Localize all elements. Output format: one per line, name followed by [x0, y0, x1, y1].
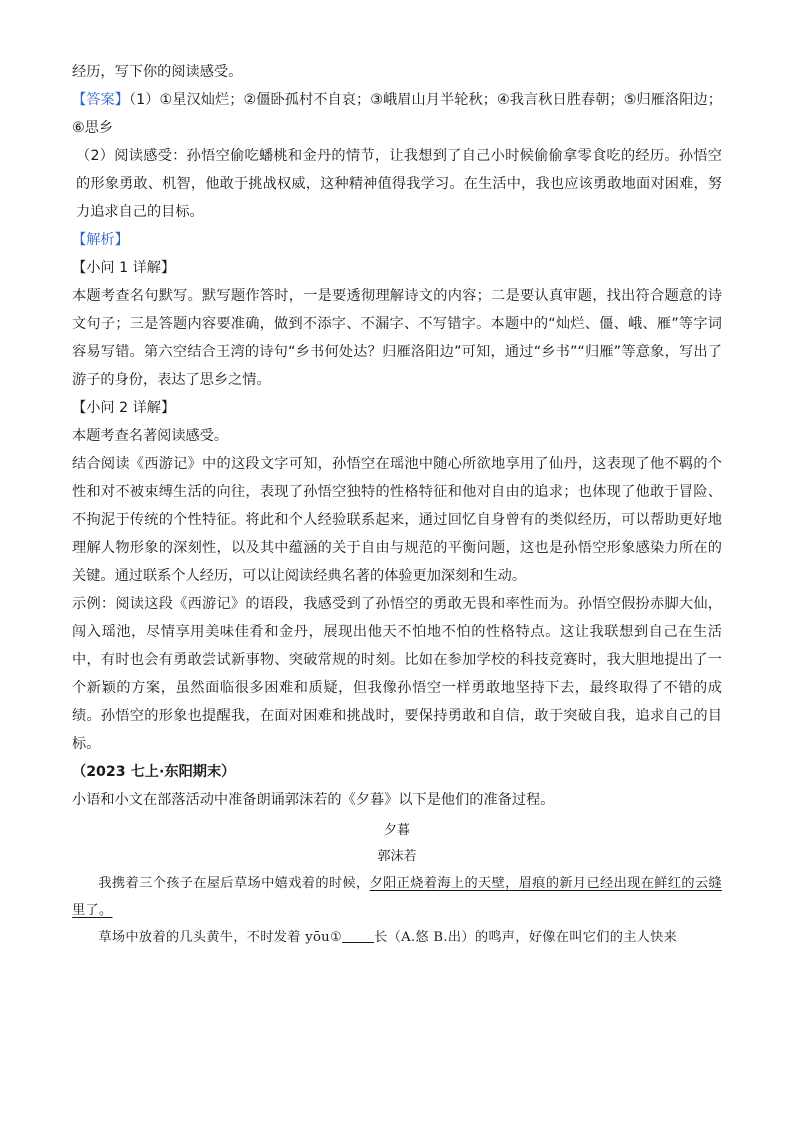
answer-text: （1）①星汉灿烂；②僵卧孤村不自哀；③峨眉山月半轮秋；④我言秋日胜春朝；⑤归雁洛阳边；⑥思乡	[72, 92, 722, 136]
document-page	[72, 58, 722, 951]
poem-p1-underlined: 夕阳正烧着海上的天壁，眉痕的新月已经出现在鲜红的云缝里了。	[72, 876, 722, 918]
poem-title: 夕暮	[383, 823, 410, 838]
poem-paragraph-2	[72, 924, 722, 951]
question-source: （2023 七上·东阳期末）	[72, 764, 236, 780]
q1-explanation: 本题考查名句默写。默写题作答时，一是要透彻理解诗文的内容；二是要认真审题，找出符合题意的诗文句子；三是答题内容要准确，做到不添字、不漏字、不写错字。本题中的“灿烂、僵、峨、雁”等字词容易写错。第六空结合王湾的诗句“乡书何处达？归雁洛阳边”可知，通过“乡书”“归雁”等意象，写出了游子的身份，表达了思乡之情。	[72, 288, 722, 388]
poem-p1-text: 我携着三个孩子在屋后草场中嬉戏着的时候，	[98, 876, 370, 891]
example-answer: 示例：阅读这段《西游记》的语段，我感受到了孙悟空的勇敢无畏和率性而为。孙悟空假扮赤脚大仙，闯入瑶池，尽情享用美味佳肴和金丹，展现出他天不怕地不怕的性格特点。这让我联想到自己在生活中，有时也会有勇敢尝试新事物、突破常规的时刻。比如在参加学校的科技竞赛时，我大胆地提出了一个新颖的方案，虽然面临很多困难和质疑，但我像孙悟空一样勇敢地坚持下去，最终取得了不错的成绩。孙悟空的形象也提醒我，在面对困难和挑战时，要保持勇敢和自信，敢于突破自我，追求自己的目标。	[72, 596, 722, 752]
poem-p2-text-a: 草场中放着的几头黄牛，不时发着 yōu①	[98, 930, 343, 945]
poem-paragraph-1	[72, 870, 722, 924]
poem-author: 郭沫若	[377, 849, 417, 864]
poem-p2-text-b: 长（A.悠 B.出）的鸣声，好像在叫它们的主人快来	[374, 930, 678, 945]
analysis-label: 【解析】	[72, 232, 129, 248]
q2-intro: 本题考查名著阅读感受。	[72, 428, 229, 444]
q2-label: 【小问 2 详解】	[72, 400, 176, 416]
q1-label: 【小问 1 详解】	[72, 260, 176, 276]
paragraph-continuation: 经历，写下你的阅读感受。	[72, 64, 243, 80]
answer-paragraph	[72, 86, 722, 142]
answer-part-2: （2）阅读感受：孙悟空偷吃蟠桃和金丹的情节，让我想到了自己小时候偷偷拿零食吃的经历。孙悟空的形象勇敢、机智，他敢于挑战权威，这种精神值得我学习。在生活中，我也应该勇敢地面对困难，努力追求自己的目标。	[76, 148, 722, 220]
answer-label: 【答案】	[72, 92, 129, 108]
fill-in-blank[interactable]	[342, 928, 374, 943]
q2-explanation: 结合阅读《西游记》中的这段文字可知，孙悟空在瑶池中随心所欲地享用了仙丹，这表现了他不羁的个性和对不被束缚生活的向往，表现了孙悟空独特的性格特征和他对自由的追求；也体现了他敢于冒险、不拘泥于传统的个性特征。将此和个人经验联系起来，通过回忆自身曾有的类似经历，可以帮助更好地理解人物形象的深刻性，以及其中蕴涵的关于自由与规范的平衡问题，这也是孙悟空形象感染力所在的关键。通过联系个人经历，可以让阅读经典名著的体验更加深刻和生动。	[72, 456, 722, 584]
question-intro: 小语和小文在部落活动中准备朗诵郭沫若的《夕暮》以下是他们的准备过程。	[72, 792, 555, 808]
